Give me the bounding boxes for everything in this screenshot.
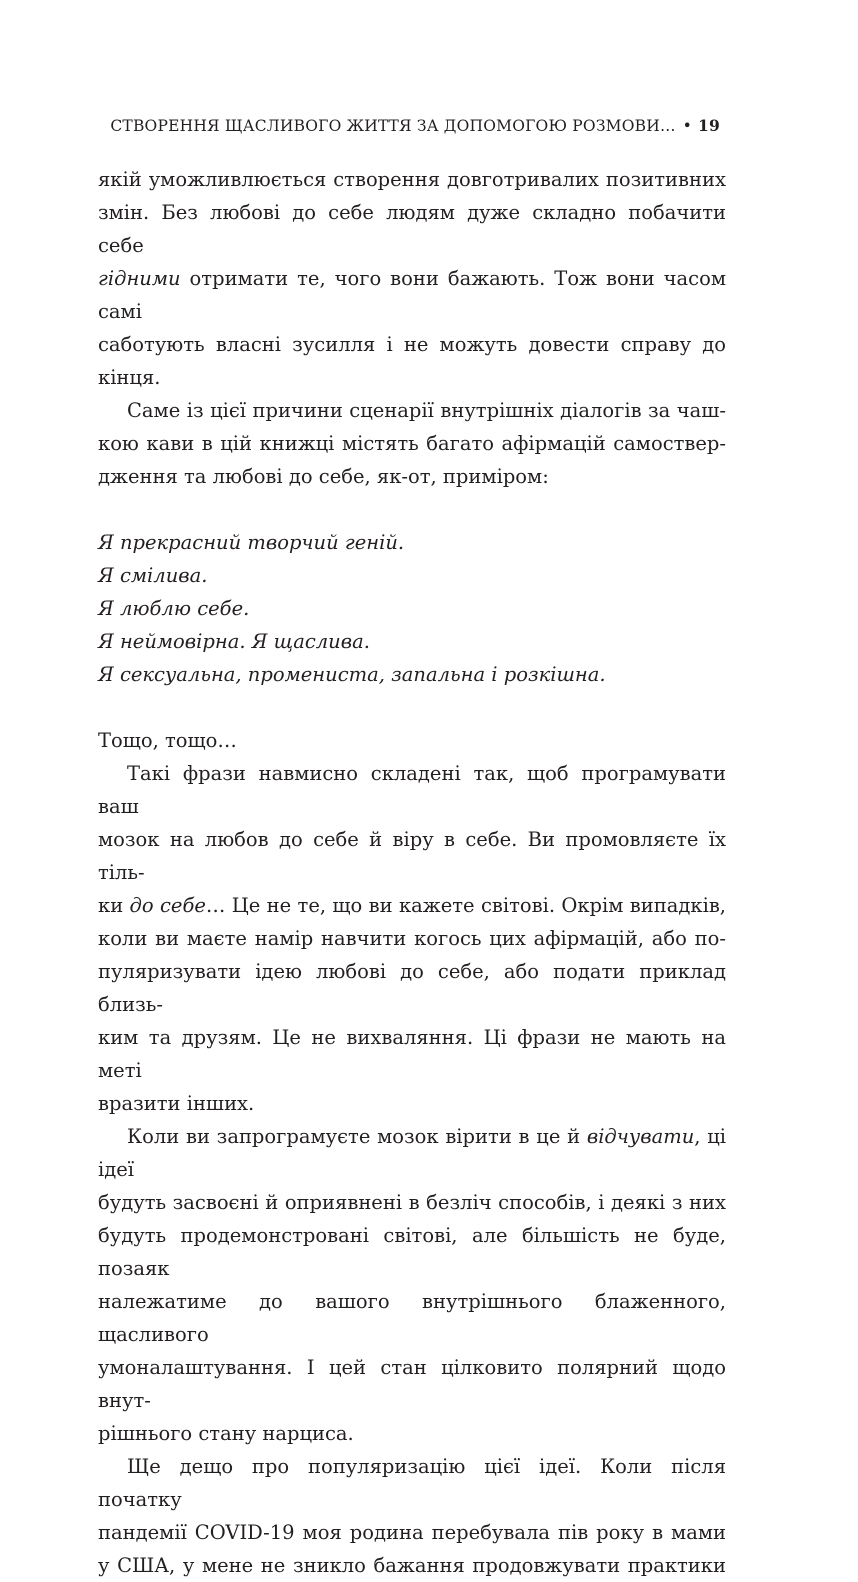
text-line: ким та друзям. Це не вихваляння. Ці фрази не мають на меті [98,1026,726,1082]
text-fragment: ки [98,894,130,917]
affirmation-line: Я люблю себе. [98,597,250,620]
text-fragment: отримати те, чого вони бажають. Тож вони часом самі [98,267,726,323]
text-line: Саме із цієї причини сценарії внутрішніх діалогів за чаш- [127,399,726,422]
running-title: СТВОРЕННЯ ЩАСЛИВОГО ЖИТТЯ ЗА ДОПОМОГОЮ РОЗМОВИ… [110,117,676,135]
text-line: дження та любові до себе, як-от, приміром: [98,465,549,488]
text-line: пуляризувати ідею любові до себе, або подати приклад близь- [98,960,726,1016]
text-line: Такі фрази навмисно складені так, щоб програмувати ваш [98,762,726,818]
text-line: будуть засвоєні й оприявнені в безліч способів, і деякі з них [98,1191,726,1214]
text-line: саботують власні зусилля і не можуть довести справу до кінця. [98,333,726,389]
text-fragment: … Це не те, що ви кажете світові. Окрім випадків, [205,894,727,917]
text-line [98,1120,726,1186]
emphasis-text: до себе [129,894,206,917]
body-text [98,163,726,1582]
text-line: будуть продемонстровані світові, але більшість не буде, позаяк [98,1224,726,1280]
paragraph-6 [98,1450,726,1582]
emphasis-text: відчувати [586,1125,695,1148]
paragraph-2 [98,394,726,493]
text-line: пандемії COVID-19 моя родина перебувала пів року в мами [98,1521,726,1544]
affirmation-line: Я сексуальна, промениста, запальна і розкішна. [98,663,606,686]
text-line: мозок на любов до себе й віру в себе. Ви промовляєте їх тіль- [98,828,726,884]
header-bullet: • [682,117,693,135]
paragraph-5 [98,1120,726,1450]
page-number: 19 [698,116,720,135]
text-line [98,889,726,922]
affirmation-line: Я смілива. [98,564,208,587]
text-line: Тощо, тощо… [98,729,237,752]
text-fragment: , ці ідеї [98,1125,726,1181]
text-fragment: Коли ви запрограмуєте мозок вірити в це й [127,1125,587,1148]
affirmations-list [98,526,726,691]
text-line: належатиме до вашого внутрішнього блаженного, щасливого [98,1290,726,1346]
text-line: змін. Без любові до себе людям дуже складно побачити себе [98,201,726,257]
emphasis-text: гідними [98,267,181,290]
text-line: вразити інших. [98,1092,255,1115]
text-line: умоналаштування. І цей стан цілковито полярний щодо внут- [98,1356,726,1412]
text-line: якій уможливлюється створення довготривалих позитивних [98,168,726,191]
text-line [98,262,726,328]
paragraph-3 [98,724,726,757]
affirmation-line: Я прекрасний творчий геній. [98,531,405,554]
text-line: коли ви маєте намір навчити когось цих афірмацій, або по- [98,927,726,950]
paragraph-4 [98,757,726,1120]
affirmation-line: Я неймовірна. Я щаслива. [98,630,370,653]
text-line: кою кави в цій книжці містять багато афірмацій самоствер- [98,432,726,455]
text-line: у США, у мене не зникло бажання продовжувати практики [98,1554,726,1577]
running-header [110,116,720,135]
paragraph-1 [98,163,726,394]
text-line: рішнього стану нарциса. [98,1422,354,1445]
text-line: Ще дещо про популяризацію цієї ідеї. Коли після початку [98,1455,726,1511]
